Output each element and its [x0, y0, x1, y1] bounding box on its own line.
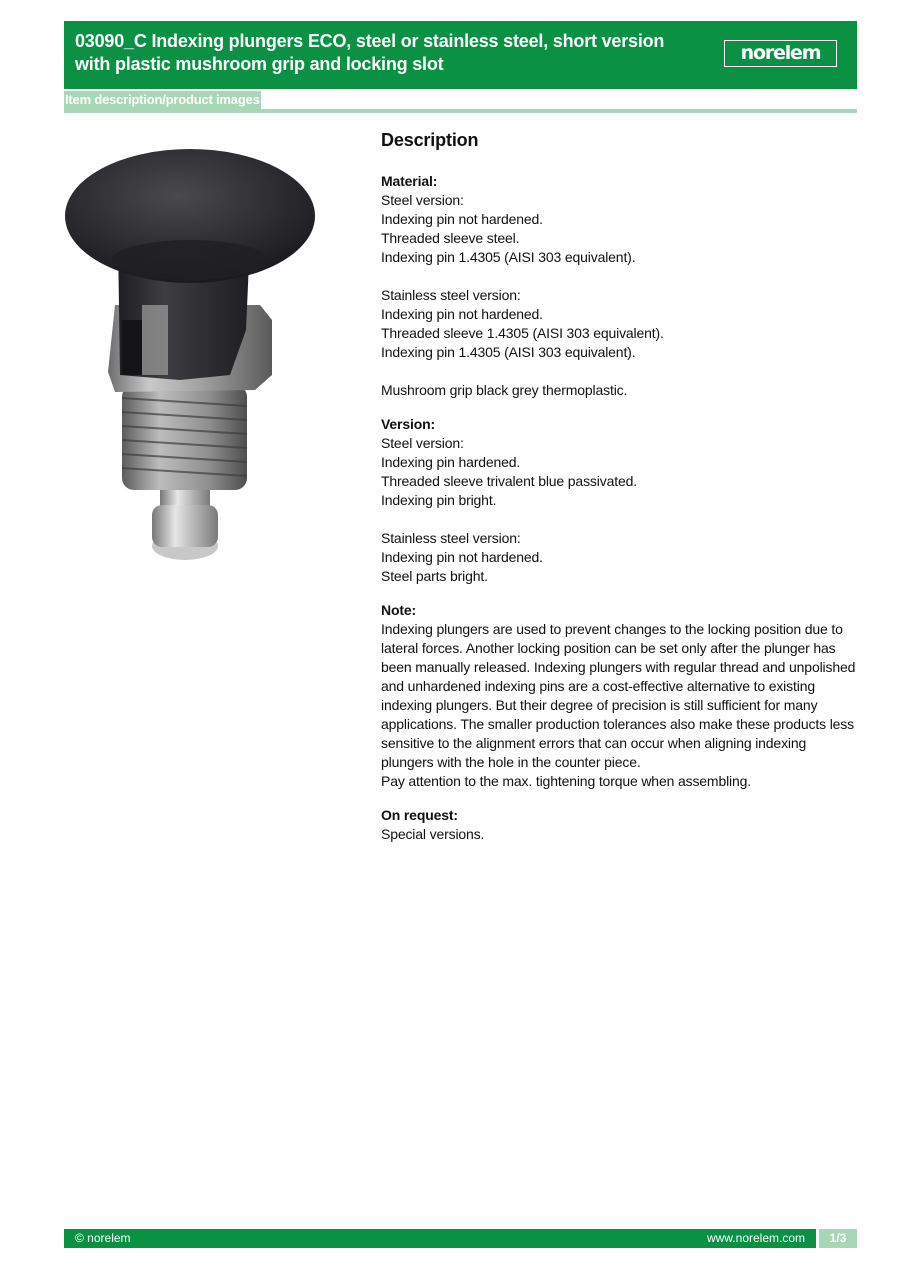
- material-line: Steel version:: [381, 192, 464, 208]
- norelem-logo: [724, 40, 837, 67]
- material-line: Mushroom grip black grey thermoplastic.: [381, 382, 628, 398]
- description-heading: Description: [381, 130, 479, 150]
- description-panel: [381, 128, 857, 859]
- material-label: Material:: [381, 173, 438, 189]
- note-extra: Pay attention to the max. tightening torque when assembling.: [381, 773, 752, 789]
- on-request-label: On request:: [381, 807, 458, 823]
- material-section: [381, 172, 857, 400]
- material-line: Indexing pin 1.4305 (AISI 303 equivalent).: [381, 344, 636, 360]
- indexing-plunger-illustration: [60, 130, 330, 570]
- section-divider: [64, 109, 857, 113]
- version-section: [381, 415, 857, 586]
- page-title: 03090_C Indexing plungers ECO, steel or stainless steel, short version with plastic mushroom grip and locking slot: [75, 31, 665, 74]
- material-line: Indexing pin 1.4305 (AISI 303 equivalent).: [381, 249, 636, 265]
- on-request-section: [381, 806, 857, 844]
- material-line: Indexing pin not hardened.: [381, 211, 543, 227]
- material-line: Indexing pin not hardened.: [381, 306, 543, 322]
- page-header: [64, 21, 857, 89]
- note-section: [381, 601, 857, 791]
- version-line: Indexing pin hardened.: [381, 454, 521, 470]
- on-request-text: Special versions.: [381, 826, 485, 842]
- note-text: Indexing plungers are used to prevent changes to the locking position due to lateral forces. Another locking position can be set only after the plunger has been manually released. Indexing plungers with regular thread and unpolished and unhardened indexing pins are a cost-effective alternative to existing indexing plungers. But their degree of precision is still sufficient for many applications. The smaller production tolerances also make these products less sensitive to the alignment errors that can occur when aligning indexing plungers with the hole in the counter piece.: [381, 621, 856, 770]
- version-line: Indexing pin not hardened.: [381, 549, 543, 565]
- section-subheader: [64, 91, 857, 114]
- version-line: Threaded sleeve trivalent blue passivated.: [381, 473, 637, 489]
- product-image: [60, 130, 330, 570]
- version-line: Stainless steel version:: [381, 530, 521, 546]
- copyright-text: © norelem: [75, 1231, 131, 1245]
- version-line: Indexing pin bright.: [381, 492, 497, 508]
- page-number: 1/3: [819, 1229, 857, 1248]
- material-line: Threaded sleeve 1.4305 (AISI 303 equivalent).: [381, 325, 664, 341]
- version-line: Steel version:: [381, 435, 464, 451]
- line-gap: [381, 510, 857, 529]
- logo-text: norelem: [740, 42, 821, 64]
- line-gap: [381, 267, 857, 286]
- note-label: Note:: [381, 602, 417, 618]
- line-gap: [381, 362, 857, 381]
- website-link[interactable]: www.norelem.com: [706, 1231, 805, 1245]
- page-footer: [64, 1229, 816, 1248]
- version-line: Steel parts bright.: [381, 568, 488, 584]
- material-line: Stainless steel version:: [381, 287, 521, 303]
- section-label: Item description/product images: [65, 92, 260, 107]
- version-label: Version:: [381, 416, 436, 432]
- material-line: Threaded sleeve steel.: [381, 230, 520, 246]
